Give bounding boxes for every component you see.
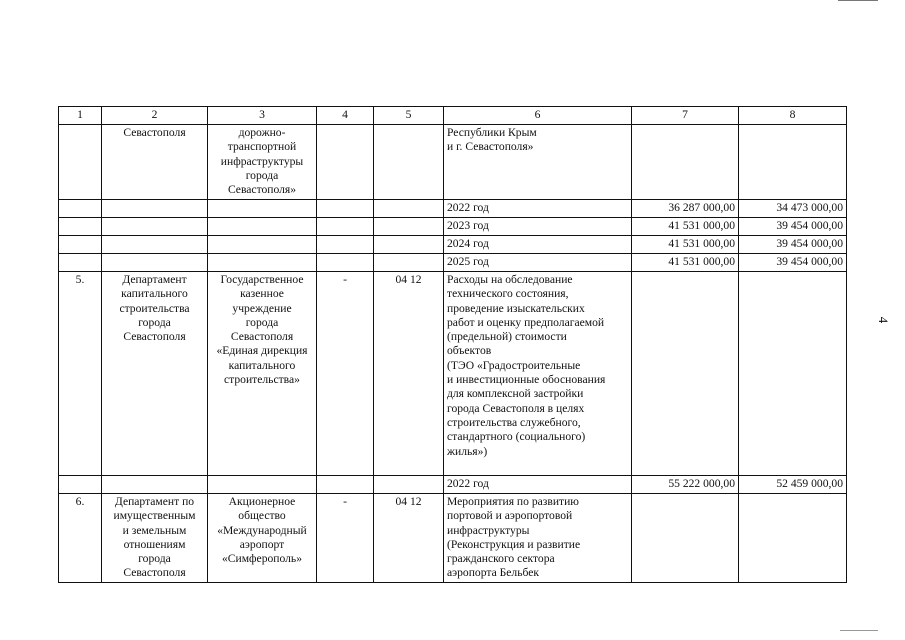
cell (739, 494, 847, 583)
responsible-department: Севастополя (102, 125, 208, 200)
cell (59, 125, 102, 200)
col-num-8: 8 (739, 107, 847, 125)
recipient: Государственное казенное учреждение города Севастополя «Единая дирекция капитального строительства» (208, 272, 317, 476)
cell (739, 272, 847, 476)
col-num-1: 1 (59, 107, 102, 125)
top-edge-line (838, 0, 878, 1)
row-number: 6. (59, 494, 102, 583)
year-row (59, 236, 847, 254)
amount-col8: 39 454 000,00 (739, 236, 847, 254)
row-number: 5. (59, 272, 102, 476)
col-num-5: 5 (374, 107, 444, 125)
amount-col7: 41 531 000,00 (632, 218, 739, 236)
cell (317, 125, 374, 200)
recipient: Акционерное общество «Международный аэропорт «Симферополь» (208, 494, 317, 583)
amount-col7: 41 531 000,00 (632, 236, 739, 254)
amount-col7: 36 287 000,00 (632, 200, 739, 218)
amount-col7: 41 531 000,00 (632, 254, 739, 272)
year: 2025 год (444, 254, 632, 272)
year-row (59, 200, 847, 218)
purpose: Мероприятия по развитию портовой и аэропортовой инфраструктуры (Реконструкция и развитие гражданского сектора аэропорта Бельбек (444, 494, 632, 583)
amount-col8: 34 473 000,00 (739, 200, 847, 218)
year-row (59, 254, 847, 272)
col-num-7: 7 (632, 107, 739, 125)
column-number-row (59, 107, 847, 125)
bottom-edge-line (840, 630, 878, 631)
year: 2022 год (444, 476, 632, 494)
amount-col7: 55 222 000,00 (632, 476, 739, 494)
col-num-6: 6 (444, 107, 632, 125)
year: 2024 год (444, 236, 632, 254)
responsible-department: Департамент по имущественным и земельным отношениям города Севастополя (102, 494, 208, 583)
recipient: дорожно- транспортной инфраструктуры города Севастополя» (208, 125, 317, 200)
col-num-2: 2 (102, 107, 208, 125)
page-number: 4 (876, 316, 891, 324)
col4-value: - (317, 272, 374, 476)
continuation-row (59, 125, 847, 200)
year-row (59, 218, 847, 236)
col-num-3: 3 (208, 107, 317, 125)
budget-table (58, 106, 847, 583)
year-row (59, 476, 847, 494)
purpose: Республики Крым и г. Севастополя» (444, 125, 632, 200)
table-row-6 (59, 494, 847, 583)
col4-value: - (317, 494, 374, 583)
budget-code: 04 12 (374, 272, 444, 476)
amount-col8: 39 454 000,00 (739, 218, 847, 236)
year: 2022 год (444, 200, 632, 218)
cell (374, 125, 444, 200)
cell (739, 125, 847, 200)
amount-col8: 52 459 000,00 (739, 476, 847, 494)
cell (632, 494, 739, 583)
table-row-5 (59, 272, 847, 476)
cell (632, 125, 739, 200)
purpose: Расходы на обследование технического состояния, проведение изыскательских работ и оценку предполагаемой (предельной) стоимости объектов (ТЭО «Градостроительные и инвестиционные обоснования для комплексной застройки города Севастополя в целях строительства служебного, стандартного (социального) жилья») (444, 272, 632, 476)
col-num-4: 4 (317, 107, 374, 125)
budget-code: 04 12 (374, 494, 444, 583)
amount-col8: 39 454 000,00 (739, 254, 847, 272)
year: 2023 год (444, 218, 632, 236)
cell (632, 272, 739, 476)
responsible-department: Департамент капитального строительства города Севастополя (102, 272, 208, 476)
